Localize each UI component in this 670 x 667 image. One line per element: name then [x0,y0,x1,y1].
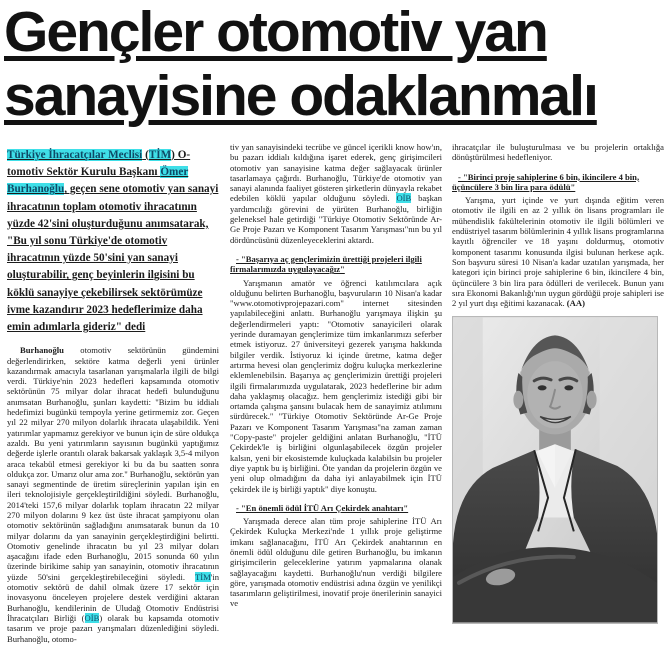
portrait-illustration [453,317,657,623]
entity-highlight: OİB [396,193,412,204]
text-run: ( [142,149,149,161]
text-run: Yarışmanın amatör ve öğrenci katılımcılara açık olduğunu belirten Burhanoğlu, başvuruların 10 Nisan'a kadar "www.otomotivprojepazari.com" internet sitesinden yapılabileceğini anlattı. Burhanoğlu yarışmaya ilişkin şu değerlendirmeleri yaptı: "Otomotiv sanayicileri olarak yerinde duramayan gençlerimize tüm imkanlarımızı seferber etmek istiyoruz. 27 üniversiteyi gezerek yarışma hakkında bilgiler verdik. İstiyoruz ki içinde üretme, katma değer artırma hevesi olan gençlerimiz doğru kuluçka merkezlerine eklemlenebilsin. Başarıya aç gençlerimizin ürettiği projeleri ilgili firmalarımızda uygulatarak, 2023 hedeflerine bir adım daha yaklaşmış olacağız. hem gençlerimiz istediği gibi bir ortamda çalışma şansını bulacak hem de sanayimiz atılımını sürdürecek." "Türkiye Otomotiv Sektöründe Ar-Ge Proje Pazarı ve Komponent Tasarım Yarışması"na zaman zaman "Copy-paste" projeler geldiğini anlatan Burhanoğlu, "İTÜ Çekirdek'le iş birliğini olgunlaşabilecek özgün projeler kalsın, yeni bir ekosistemde kuluçkada kalabilsin bu projeler diye yaptık bu iş birliğini. Öte yandan da projelerin özgün ve yeni olup olmadığını da daha iyi anlayabilmek için İTÜ çekirdek ile iş birliği yaptık" diye konuştu. [230,277,442,494]
text-run: Burhanoğlu [20,345,64,356]
text-run: otomotiv sektörünün gündemini değerlendirirken, sektöre katma değerli yeni ürünler kazandırmak amacıyla tasarlanan yarışmalarla ilgili de bilgi verdi. Türkiye'nin 2023 hedefleri kapsamında otomotiv sektörünün 75 milyar dolar ihracat hedefi bulunduğunu anımsatan Burhanoğlu, şunları kaydetti: "Bizim bu iddialı hedefimizi bugünkü tempoyla yerine getirmemiz zor. Geçen yıl 22 milyar 270 milyon dolarlık ihracata ulaşabildik. Yeni yatırımlar yapmamız gerekiyor ve bunun için de süre oldukça azaldı. Bu yeni yatırımların sayısının bugünkü yaptığımız değerde işlerle orantılı olarak bakarsak yaklaşık 3,5-4 milyon araca tekabül etmesi gerekiyor ki bu da bu saatten sonra oldukça zor. Umarız olur ama zor." Burhanoğlu, sektörün yan sanayi segmentinde de üretim süreçlerinin yapılan işin en ileri teknolojisiyle gerçekleştirildiğini söyledi. Burhanoğlu, 2014'teki 157,6 milyar dolarlık toplam ihracatın 22 milyar 270 milyon dolarını 9 kez üst üste ihracat şampiyonu olan otomotiv sektörünün sağladığını anımsatarak bunun da 10 milyar dolarını da yan sanayinin gerçekleştirdiğini belirtti. Otomotiv genelinde ihracatın bu yıl 23 milyar doları aşacağını ifade eden Burhanoğlu, 2015 sonunda 60 yılın üzerinde birikime sahip yan sanayinin, otomotiv ihracatının yüzde 50'sini gerçekleştirebileceğini söyledi. [7,345,219,582]
article-column-1 [7,142,219,667]
subhead-para-odulu: - "Birinci proje sahiplerine 6 bin, ikincilere 4 bin, üçüncülere 3 bin lira para ödülü" [452,171,640,192]
body-paragraph [230,142,442,245]
article-column-3 [452,142,664,667]
entity-highlight: Türkiye İhracatçılar Meclisi [7,149,143,161]
text-run: Yarışmada derece alan tüm proje sahiplerine İTÜ Arı Çekirdek Kuluçka Merkezi'nde 1 yıllık proje geliştirme imkanı sağlanacağını, İTÜ Arı Çekirdek anahtarının en önemli ödül olduğunu dile getiren Burhanoğlu, bu imkanın girişimcilerin geleceklerine yatırım yapmalarına olanak sağlayacağını kaydetti. Burhanoğlu'nun verdiği bilgilere göre, yarışmada otomotiv endüstrisi adına özgün ve yenilikçi tasarımların geliştirilmesi, inovatif proje önerilerinin sanayici ve [230,516,442,609]
body-paragraph [7,345,219,644]
text-run: ) O-tomotiv Sektör Kurulu Başkanı [7,149,191,179]
subhead-odul-anahtari: - "En önemli ödül İTÜ Arı Çekirdek anahtarı" [236,502,409,513]
lede-paragraph [7,147,219,336]
text-run: , geçen sene otomotiv yan sanayi ihracatının toplam otomotiv ihracatının yüzde 42'sini oluşturduğunu anımsatarak, "Bu yıl sonu Türkiye'de otomotiv ihracatının yüzde 50'sini yan sanayi oluşturabilir, genç beyinlerin ilgisini bu köklü sanayiye çekebilirsek sektörümüze ivme kazandırır 2023 hedeflerimize daha emin adımlarla gideriz" dedi [7,183,219,334]
article-headline [4,0,597,129]
text-run: (AA) [566,298,585,309]
entity-highlight: TİM [148,149,172,161]
body-paragraph [230,278,442,494]
entity-highlight: TİM [195,571,211,582]
body-paragraph [230,516,442,609]
text-run: ) olarak bu kapsamda otomotiv tasarım ve proje pazarı yarışmaları düzenlediğini söyledi. Burhanoğlu, otomo- [7,612,219,644]
headline-line-1: Gençler otomotiv yan [4,0,547,64]
text-run: tiv yan sanayisindeki tecrübe ve güncel içerikli know how'ın, bu pazarı iddialı kıldığına işaret ederek, genç girişimcileri otomotiv yan sanayisine katma değer sağlayacak ürünler tasarlamaya çağırdı. Burhanoğlu, Türkiye'de otomotiv yan sanayi alanında faaliyet gösteren şirketlerin dünyayla rekabet edebilen köklü yapılar olduğunu söyledi. [230,142,442,204]
entity-highlight: OİB [84,612,100,623]
text-run: ihracatçılar ile buluşturulması ve bu projelerin ortaklığa dönüştürülmesi hedefleniyor. [452,142,664,163]
text-run: başkan yardımcılığı görevini de yürüten Burhanoğlu, birliğin geleneksel hale getirdiği "Türkiye Otomotiv Sektöründe Ar-Ge Proje Pazarı ve Komponent Tasarım Yarışması"nın bu yıl dördüncüsünü düzenleyeceklerini aktardı. [230,193,442,245]
text-run: Yarışma, yurt içinde ve yurt dışında eğitim veren otomotiv ile ilgili en az 2 yıllık ön lisans programları ile mühendislik fakültelerinin otomotiv ile ilgili bölümleri ve endüstriyel tasarım bölümlerinin 4 yıllık lisans programlarına kayıtlı öğrenciler ve 18 yaşını doldurmuş, otomotiv komponent tasarımı konusunda ilgisi bulunan herkese açık. Son başvuru süresi 10 Nisan'a kadar uzatılan yarışmada, her kategori için birinci proje sahiplerine 6 bin, ikincilere 4 bin, üçüncülere 3 bin lira para ödülleri de verilecek. Bunun yanı sıra Ekonomi Bakanlığı'nın uygun gördüğü proje sahipleri ise 2 yıl yurt dışı eğitimi kazanacak. [452,195,664,309]
portrait-photo [452,316,658,624]
headline-line-2: sanayisine odaklanmalı [4,64,597,129]
body-paragraph [452,142,664,163]
text-run: 'in otomotiv sektörü de dahil olmak üzere 17 sektör için inovasyonu önceleyen projelere destek verdiğini aktaran Burhanoğlu, kendilerinin de Uludağ Otomotiv Endüstrisi İhracatçıları Birliği ( [7,571,219,623]
subhead-uygulayacagiz: - "Başarıya aç gençlerimizin ürettiği projeleri ilgili firmalarımızda uygulayacağız" [230,253,422,275]
entity-highlight: Ömer Burhanoğlu [7,166,189,196]
body-paragraph [452,195,664,308]
article-column-2 [230,142,442,667]
